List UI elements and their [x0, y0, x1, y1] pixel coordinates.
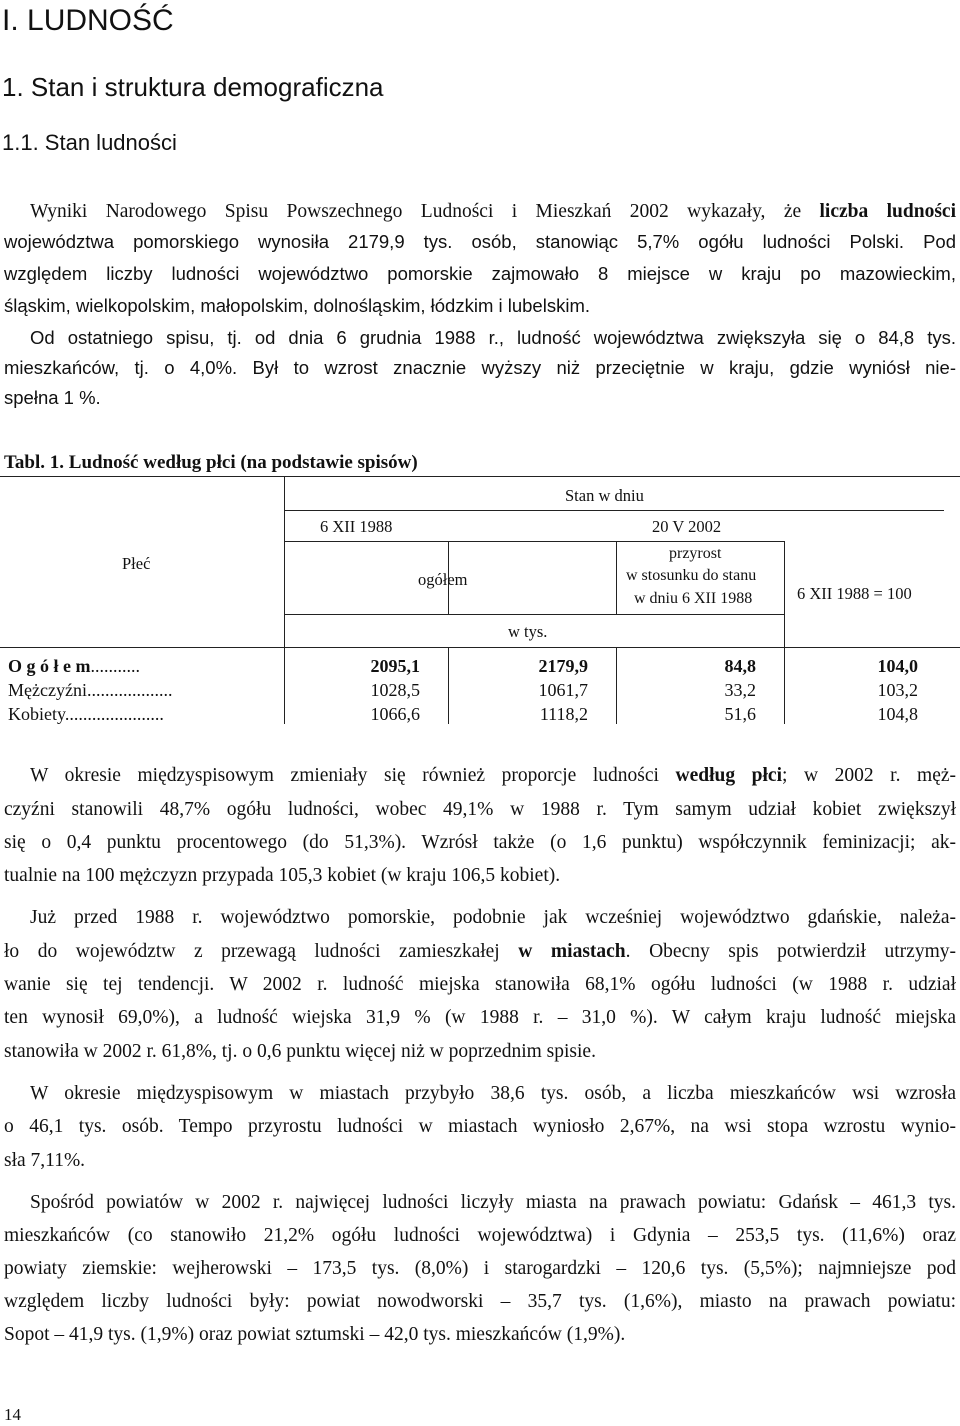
- row-label: O g ó ł e m...........: [8, 656, 140, 676]
- table-rule: [284, 510, 944, 511]
- header-index: 6 XII 1988 = 100: [797, 584, 912, 603]
- text-line: województwa pomorskiego wynosiła 2179,9 tys. osób, stanowiąc 5,7% ogółu ludności Polski. Pod: [4, 231, 956, 252]
- cell-przyrost: 33,2: [724, 680, 756, 700]
- page-number: 14: [4, 1405, 21, 1424]
- text-line: się o 0,4 punktu procentowego (do 51,3%). Wzrósł także (o 1,6 punktu) współczynnik feminizacji; ak-: [4, 832, 956, 853]
- cell-index: 103,2: [877, 680, 918, 700]
- text-line: powiaty ziemskie: wejherowski – 173,5 tys. (8,0%) i starogardzki – 120,6 tys. (5,5%); najmniejsze pod: [4, 1258, 956, 1279]
- header-date-2002: 20 V 2002: [652, 517, 722, 536]
- text-line: o 46,1 tys. osób. Tempo przyrostu ludności w miastach wyniosło 2,67%, na wsi stopa wzrostu wynio-: [4, 1116, 956, 1137]
- cell-index: 104,0: [877, 656, 918, 676]
- header-ogolem: ogółem: [418, 570, 468, 589]
- cell-1988: 1066,6: [370, 704, 420, 724]
- table-row: [8, 702, 948, 726]
- subsection-title: 1.1. Stan ludności: [2, 130, 177, 155]
- table-row: [8, 678, 948, 702]
- table-rule: [0, 476, 960, 477]
- text-line: Od ostatniego spisu, tj. od dnia 6 grudnia 1988 r., ludność województwa zwiększyła się o 84,8 tys.: [30, 327, 956, 348]
- text-line: W okresie międzyspisowym zmieniały się również proporcje ludności według płci; w 2002 r. męż-: [30, 765, 957, 786]
- text-line: Spośród powiatów w 2002 r. najwięcej ludności liczyły miasta na prawach powiatu: Gdańsk – 461,3 tys.: [30, 1192, 956, 1213]
- cell-2002: 1118,2: [539, 704, 588, 724]
- cell-index: 104,8: [877, 704, 918, 724]
- header-stan-w-dniu: Stan w dniu: [565, 486, 644, 505]
- cell-2002: 1061,7: [538, 680, 588, 700]
- table-rule: [284, 541, 784, 542]
- table-rule: [0, 647, 960, 648]
- text-line: ło do województw z przewagą ludności zamieszkałej w miastach. Obecny spis potwierdził utrzymy-: [4, 941, 956, 962]
- section-title: 1. Stan i struktura demograficzna: [2, 72, 384, 102]
- text-line: wanie się tej tendencji. W 2002 r. ludność miejska stanowiła 68,1% ogółu ludności (w 1988 r. udział: [4, 974, 956, 995]
- text-line: śląskim, wielkopolskim, małopolskim, dolnośląskim, łódzkim i lubelskim.: [4, 295, 590, 316]
- row-label: Kobiety......................: [8, 704, 164, 724]
- text-line: stanowiła w 2002 r. 61,8%, tj. o 0,6 punktu więcej niż w poprzednim spisie.: [4, 1041, 596, 1062]
- header-przyrost-line2: w stosunku do stanu: [626, 567, 757, 584]
- cell-przyrost: 51,6: [724, 704, 756, 724]
- text-line: ten wynosił 69,0%), a ludność wiejska 31,9 % (w 1988 r. – 31,0 %). W całym kraju ludność miejska: [4, 1007, 956, 1028]
- text-line: Wyniki Narodowego Spisu Powszechnego Ludności i Mieszkań 2002 wykazały, że liczba ludności: [30, 201, 956, 222]
- table-row: [8, 654, 948, 678]
- cell-1988: 2095,1: [370, 656, 420, 676]
- header-plec: Płeć: [122, 554, 151, 573]
- text-line: Sopot – 41,9 tys. (1,9%) oraz powiat sztumski – 42,0 tys. mieszkańców (1,9%).: [4, 1324, 626, 1345]
- cell-przyrost: 84,8: [724, 656, 756, 676]
- cell-2002: 2179,9: [538, 656, 588, 676]
- text-line: W okresie międzyspisowym w miastach przybyło 38,6 tys. osób, a liczba mieszkańców wsi wzrosła: [30, 1083, 956, 1104]
- header-unit: w tys.: [508, 622, 548, 641]
- text-line: czyźni stanowili 48,7% ogółu ludności, wobec 49,1% w 1988 r. Tym samym udział kobiet zwiększył: [4, 799, 956, 820]
- header-date-1988: 6 XII 1988: [320, 517, 393, 536]
- text-line: sła 7,11%.: [4, 1150, 86, 1171]
- table-caption: Tabl. 1. Ludność według płci (na podstawie spisów): [4, 452, 418, 473]
- text-line: względem liczby ludności województwo pomorskie zajmowało 8 miejsce w kraju po mazowieckim,: [4, 263, 956, 284]
- cell-1988: 1028,5: [370, 680, 420, 700]
- text-line: mieszkańców (co stanowiło 21,2% ogółu ludności województwa) i Gdynia – 253,5 tys. (11,6%) oraz: [4, 1225, 956, 1246]
- header-przyrost: przyrost: [669, 545, 722, 562]
- table-rule: [616, 541, 617, 614]
- text-line: Już przed 1988 r. województwo pomorskie, podobnie jak wcześniej województwo gdańskie, należa-: [30, 907, 956, 928]
- chapter-title: I. LUDNOŚĆ: [2, 4, 174, 37]
- text-line: mieszkańców, tj. o 4,0%. Był to wzrost znacznie wyższy niż przeciętnie w kraju, gdzie wyniósł nie-: [4, 357, 956, 378]
- text-line: tualnie na 100 mężczyzn przypada 105,3 kobiet (w kraju 106,5 kobiet).: [4, 865, 561, 886]
- header-przyrost-line3: w dniu 6 XII 1988: [634, 590, 753, 607]
- text-line: względem liczby ludności były: powiat nowodworski – 35,7 tys. (1,6%), miasto na prawach powiatu:: [4, 1291, 956, 1312]
- table-rule: [284, 614, 784, 615]
- row-label: Mężczyźni...................: [8, 680, 173, 700]
- text-line: spełna 1 %.: [4, 387, 101, 408]
